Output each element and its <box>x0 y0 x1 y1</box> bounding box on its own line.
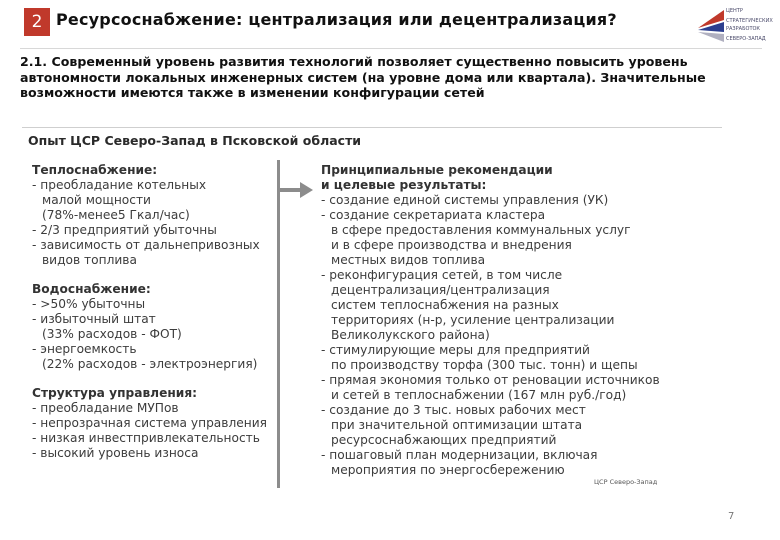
list-item: - энергоемкость <box>32 342 137 356</box>
column-divider <box>277 160 280 488</box>
list-item: - зависимость от дальнепривозных <box>32 238 260 252</box>
recommendations-heading: и целевые результаты: <box>321 178 487 192</box>
panel-title: Опыт ЦСР Северо-Запад в Псковской области <box>28 133 362 148</box>
list-item: малой мощности <box>42 193 151 207</box>
list-item: местных видов топлива <box>331 253 486 267</box>
list-item: - создание секретариата кластера <box>321 208 546 222</box>
water-heading: Водоснабжение: <box>32 282 151 296</box>
list-item: - преобладание МУПов <box>32 401 179 415</box>
header-divider <box>20 48 762 49</box>
list-item: при значительной оптимизации штата <box>331 418 583 432</box>
list-item: - избыточный штат <box>32 312 156 326</box>
list-item: мероприятия по энергосбережению <box>331 463 565 477</box>
list-item: и сетей в теплоснабжении (167 млн руб./год) <box>331 388 627 402</box>
slide-title: Ресурсоснабжение: централизация или децентрализация? <box>56 10 617 29</box>
list-item: - преобладание котельных <box>32 178 207 192</box>
logo-text-line: СЕВЕРО-ЗАПАД <box>726 36 766 42</box>
logo-text-line: РАЗРАБОТОК <box>726 26 760 32</box>
logo-text-line: СТРАТЕГИЧЕСКИХ <box>726 18 773 24</box>
slide-number-badge: 2 <box>24 8 50 36</box>
list-item: - пошаговый план модернизации, включая <box>321 448 598 462</box>
list-item: и в сфере производства и внедрения <box>331 238 572 252</box>
list-item: - создание единой системы управления (УК) <box>321 193 609 207</box>
heat-heading: Теплоснабжение: <box>32 163 158 177</box>
management-heading: Структура управления: <box>32 386 198 400</box>
list-item: - низкая инвестпривлекательность <box>32 431 260 445</box>
list-item: - непрозрачная система управления <box>32 416 267 430</box>
subheading: 2.1. Современный уровень развития технологий позволяет существенно повысить уровень автономности локальных инженерных систем (на уровне дома или квартала). Значительные возможности имеются также в изменении конфигурации сетей <box>20 54 706 100</box>
list-item: - 2/3 предприятий убыточны <box>32 223 217 237</box>
list-item: - реконфигурация сетей, в том числе <box>321 268 563 282</box>
list-item: (22% расходов - электроэнергия) <box>42 357 258 371</box>
list-item: территориях (н-р, усиление централизации <box>331 313 615 327</box>
list-item: - создание до 3 тыс. новых рабочих мест <box>321 403 586 417</box>
logo-text-line: ЦЕНТР <box>726 8 743 14</box>
problems-column <box>32 163 270 461</box>
list-item: по производству торфа (300 тыс. тонн) и щепы <box>331 358 638 372</box>
list-item: систем теплоснабжения на разных <box>331 298 559 312</box>
page-number: 7 <box>728 511 735 522</box>
list-item: - высокий уровень износа <box>32 446 199 460</box>
source-note: ЦСР Северо-Запад <box>594 478 658 486</box>
arrow-right-icon <box>280 181 314 199</box>
list-item: (78%-менее5 Гкал/час) <box>42 208 190 222</box>
list-item: - >50% убыточны <box>32 297 146 311</box>
list-item: (33% расходов - ФОТ) <box>42 327 182 341</box>
recommendations-heading: Принципиальные рекомендации <box>321 163 553 177</box>
list-item: в сфере предоставления коммунальных услуг <box>331 223 631 237</box>
list-item: - стимулирующие меры для предприятий <box>321 343 590 357</box>
list-item: ресурсоснабжающих предприятий <box>331 433 557 447</box>
list-item: видов топлива <box>42 253 137 267</box>
recommendations-column <box>321 163 721 478</box>
list-item: - прямая экономия только от реновации источников <box>321 373 660 387</box>
list-item: Великолукского района) <box>331 328 490 342</box>
list-item: децентрализация/централизация <box>331 283 550 297</box>
